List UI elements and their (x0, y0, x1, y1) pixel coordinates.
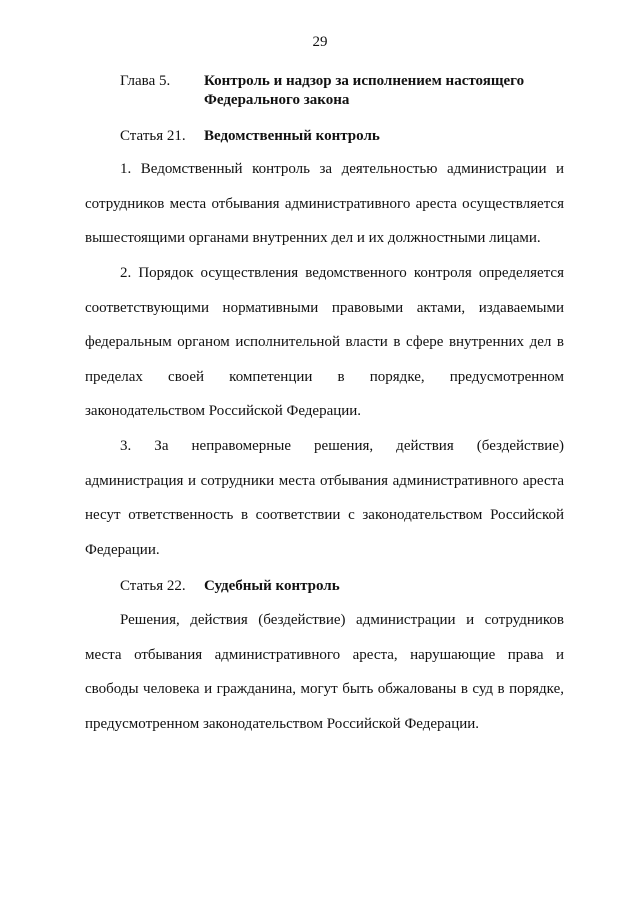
article-21-title: Ведомственный контроль (204, 128, 380, 144)
article-21-paragraph-3: 3. За неправомерные решения, действия (бездействие) администрация и сотрудники места отбывания административного ареста несут ответственность в соответствии с законодательством Российской Федерации. (85, 438, 564, 558)
chapter-label: Глава 5. (120, 73, 171, 89)
article-22-paragraph-1: Решения, действия (бездействие) администрации и сотрудников места отбывания административного ареста, нарушающие права и свободы человека и гражданина, могут быть обжалованы в суд в порядке, предусмотренном законодательством Российской Федерации. (85, 612, 564, 732)
article-22-title: Судебный контроль (204, 578, 340, 594)
chapter-title: Контроль и надзор за исполнением настоящего Федерального закона (204, 73, 525, 108)
article-21-label: Статья 21. (120, 128, 186, 144)
article-21-paragraph-2: 2. Порядок осуществления ведомственного контроля определяется соответствующими нормативными правовыми актами, издаваемыми федеральным органом исполнительной власти в сфере внутренних дел в пределах своей компетенции в порядке, предусмотренном законодательством Российской Федерации. (85, 265, 564, 420)
page-number: 29 (312, 34, 328, 50)
article-21-paragraph-1: 1. Ведомственный контроль за деятельностью администрации и сотрудников места отбывания административного ареста осуществляется вышестоящими органами внутренних дел и их должностными лицами. (85, 161, 564, 247)
article-22-label: Статья 22. (120, 578, 186, 594)
